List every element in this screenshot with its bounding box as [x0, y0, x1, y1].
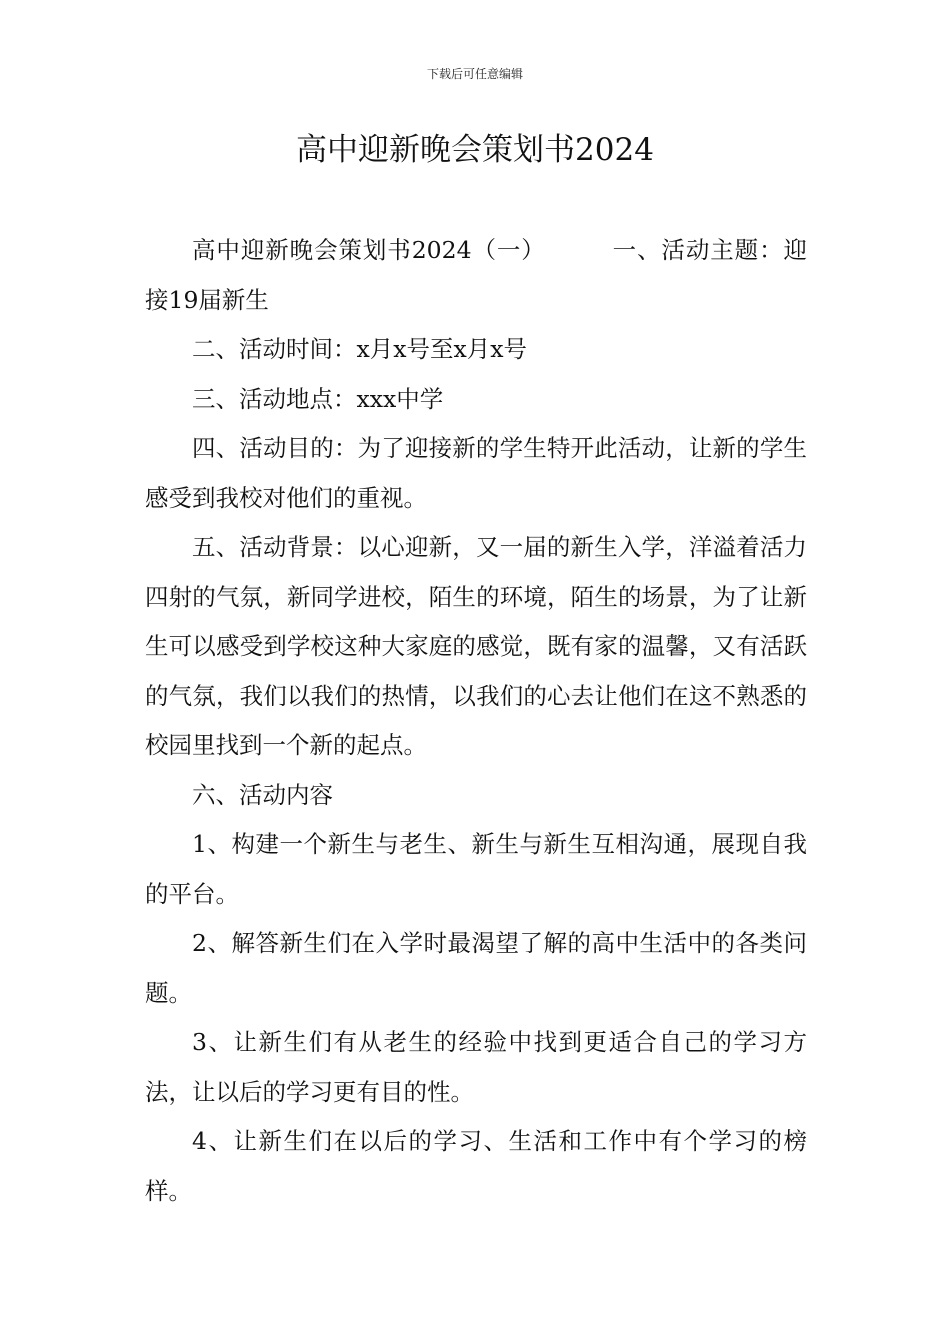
- paragraph-location: 三、活动地点：xxx中学: [192, 384, 444, 413]
- paragraph-time: 二、活动时间：x月x号至x月x号: [192, 335, 528, 363]
- paragraph-purpose: 四、活动目的：为了迎接新的学生特开此活动，让新的学生感受到我校对他们的重视。: [145, 434, 807, 512]
- header-note: 下载后可任意编辑: [426, 67, 523, 81]
- paragraph-background: 五、活动背景：以心迎新，又一届的新生入学，洋溢着活力四射的气氛，新同学进校，陌生的环境，陌生的场景，为了让新生可以感受到学校这种大家庭的感觉，既有家的温馨，又有活跃的气氛，我们以我们的热情，以我们的心去让他们在这不熟悉的校园里找到一个新的起点。: [145, 533, 807, 759]
- intro-subtitle: 高中迎新晚会策划书2024（一）: [192, 236, 546, 264]
- theme-label: 一、活动主题：迎接19届新生: [145, 236, 807, 314]
- intro-paragraph: [145, 226, 807, 325]
- paragraph-item-4: 4、让新生们在以后的学习、生活和工作中有个学习的榜样。: [145, 1127, 807, 1205]
- paragraph-item-2: 2、解答新生们在入学时最渴望了解的高中生活中的各类问题。: [145, 929, 807, 1007]
- paragraph-item-3: 3、让新生们有从老生的经验中找到更适合自己的学习方法，让以后的学习更有目的性。: [145, 1028, 807, 1106]
- document-title: 高中迎新晚会策划书2024: [296, 132, 654, 168]
- paragraph-item-1: 1、构建一个新生与老生、新生与新生互相沟通，展现自我的平台。: [145, 830, 807, 908]
- paragraph-content-heading: 六、活动内容: [192, 780, 333, 809]
- document-body: [145, 226, 807, 1216]
